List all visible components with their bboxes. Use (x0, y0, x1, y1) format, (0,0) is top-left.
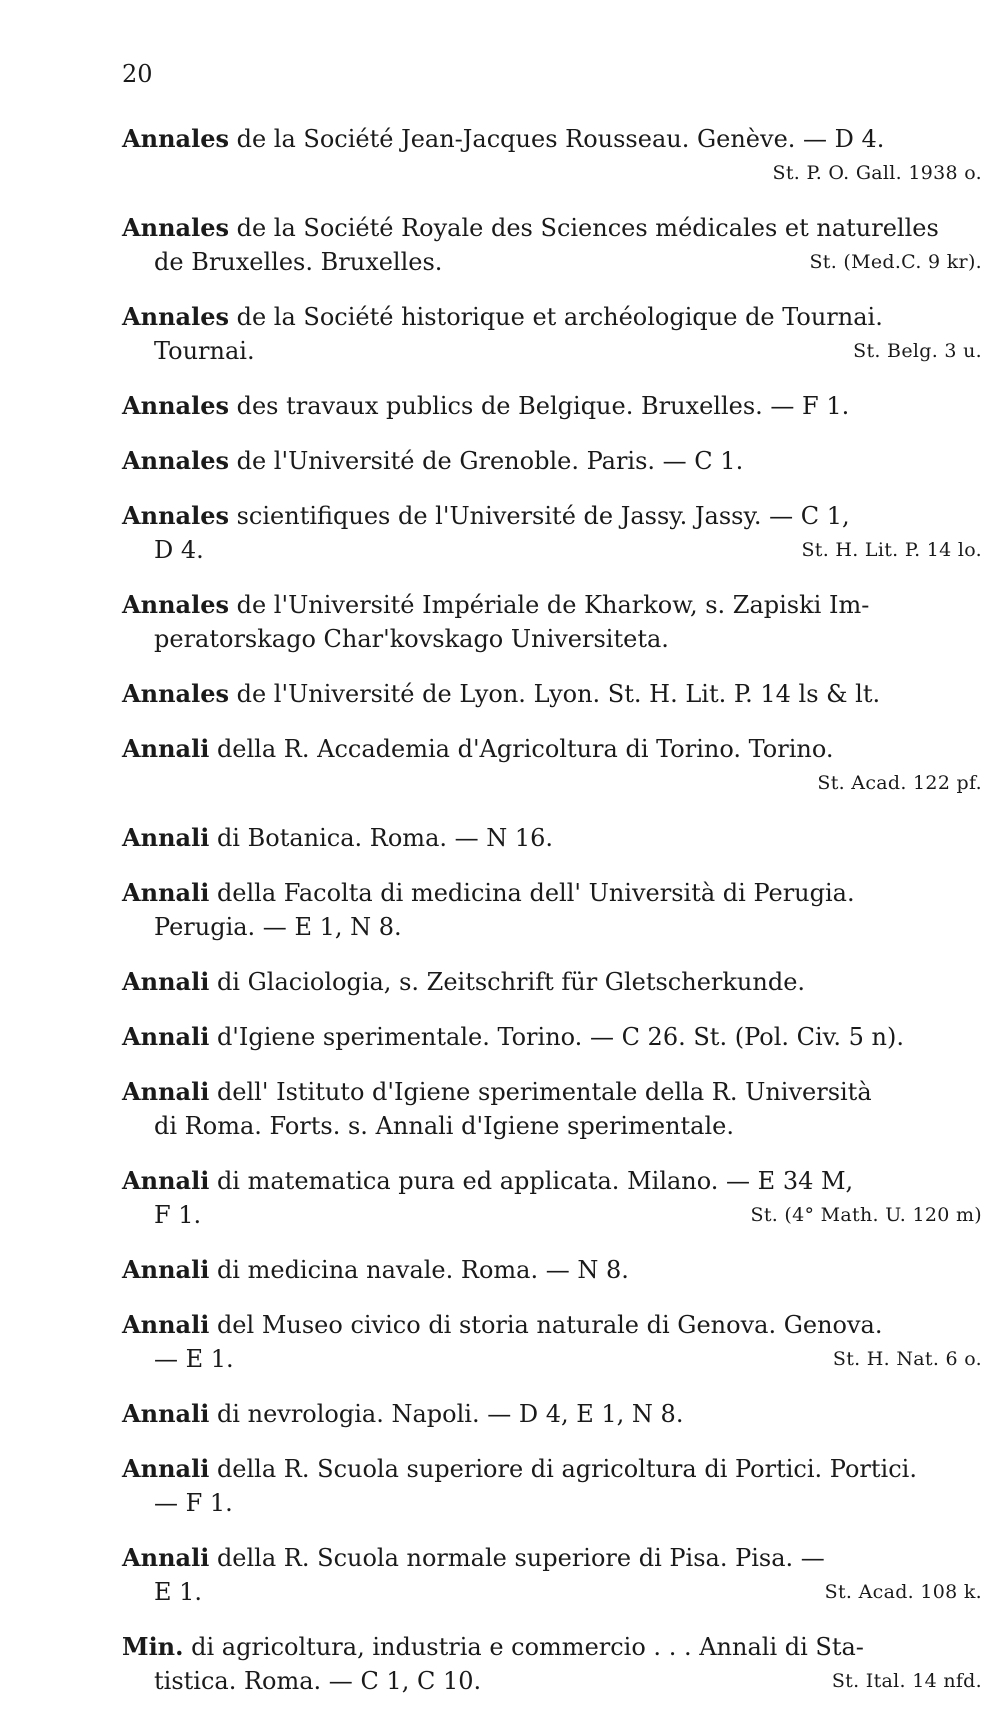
entry-title-text: della Facolta di medicina dell' Università di Perugia. (209, 879, 855, 907)
entry-first-line (122, 1308, 982, 1342)
catalog-entry (122, 1020, 982, 1054)
catalog-page (122, 60, 982, 1719)
shelf-mark: St. Acad. 122 pf. (817, 772, 982, 794)
entry-heading: Annali (122, 1077, 210, 1106)
entry-continuation-line (122, 622, 982, 656)
entry-continuation-line (122, 1198, 982, 1232)
entry-heading: Annales (122, 679, 229, 708)
entry-title-text: di Botanica. Roma. — N 16. (209, 824, 554, 852)
catalog-entry (122, 1541, 982, 1609)
entry-title-text: di Glaciologia, s. Zeitschrift für Gletscherkunde. (209, 968, 806, 996)
entry-continuation-line (122, 1486, 982, 1520)
entry-title-text: scientifiques de l'Université de Jassy. Jassy. — C 1, (228, 502, 850, 530)
shelf-mark: St. P. O. Gall. 1938 o. (772, 162, 982, 184)
entry-continuation-line (122, 910, 982, 944)
entry-first-line (122, 1541, 982, 1575)
catalog-entry (122, 499, 982, 567)
entry-title-text: di matematica pura ed applicata. Milano. — E 34 M, (209, 1167, 854, 1195)
entry-continuation-line (122, 1575, 982, 1609)
entry-heading: Annali (122, 1166, 210, 1195)
page-number: 20 (122, 60, 153, 88)
entry-heading: Annali (122, 1255, 210, 1284)
entry-first-line (122, 1020, 982, 1054)
shelf-mark: St. (Med.C. 9 kr). (809, 251, 982, 273)
catalog-entry (122, 1308, 982, 1376)
entry-continuation-line (122, 766, 982, 800)
entry-first-line (122, 876, 982, 910)
shelf-mark: St. Belg. 3 u. (853, 340, 982, 362)
entry-first-line (122, 211, 982, 245)
catalog-entry (122, 1164, 982, 1232)
entry-heading: Annali (122, 878, 210, 907)
entry-first-line (122, 499, 982, 533)
entry-title-text: de la Société Jean-Jacques Rousseau. Genève. — D 4. (228, 125, 885, 153)
entry-title-text: des travaux publics de Belgique. Bruxelles. — F 1. (228, 392, 850, 420)
shelf-mark: St. H. Nat. 6 o. (832, 1348, 982, 1370)
entry-heading: Annales (122, 124, 229, 153)
entry-continuation-text: F 1. (154, 1201, 202, 1229)
entry-first-line (122, 732, 982, 766)
catalog-entry (122, 588, 982, 656)
entry-heading: Annales (122, 391, 229, 420)
catalog-entry (122, 732, 982, 800)
entry-title-text: della R. Scuola normale superiore di Pisa. Pisa. — (209, 1544, 825, 1572)
entry-first-line (122, 1630, 982, 1664)
shelf-mark: St. Ital. 14 nfd. (831, 1670, 982, 1692)
entry-title-text: del Museo civico di storia naturale di Genova. Genova. (209, 1311, 883, 1339)
entry-continuation-line (122, 245, 982, 279)
entry-first-line (122, 1452, 982, 1486)
entry-first-line (122, 1397, 982, 1431)
entry-heading: Annali (122, 967, 210, 996)
catalog-entry (122, 876, 982, 944)
entry-first-line (122, 1075, 982, 1109)
entry-first-line (122, 965, 982, 999)
entry-continuation-text: — F 1. (154, 1489, 233, 1517)
entry-continuation-line (122, 156, 982, 190)
catalog-entry (122, 1630, 982, 1698)
entry-continuation-text: D 4. (154, 536, 204, 564)
entry-first-line (122, 122, 982, 156)
entry-first-line (122, 1253, 982, 1287)
entry-first-line (122, 444, 982, 478)
catalog-entry (122, 1253, 982, 1287)
entry-title-text: de l'Université de Grenoble. Paris. — C 1. (228, 447, 744, 475)
entry-continuation-text: di Roma. Forts. s. Annali d'Igiene sperimentale. (154, 1112, 734, 1140)
entry-heading: Annales (122, 501, 229, 530)
entry-title-text: della R. Accademia d'Agricoltura di Torino. Torino. (209, 735, 834, 763)
catalog-entry (122, 122, 982, 190)
entry-first-line (122, 588, 982, 622)
entry-title-text: de l'Université de Lyon. Lyon. St. H. Lit. P. 14 ls & lt. (228, 680, 881, 708)
entry-continuation-line (122, 334, 982, 368)
entry-heading: Annali (122, 1399, 210, 1428)
entry-heading: Annales (122, 446, 229, 475)
entry-continuation-text: peratorskago Char'kovskago Universiteta. (154, 625, 669, 653)
catalog-entry (122, 1075, 982, 1143)
shelf-mark: St. (4° Math. U. 120 m) (750, 1204, 982, 1226)
catalog-entry (122, 677, 982, 711)
entry-title-text: di agricoltura, industria e commercio . . . Annali di Sta- (183, 1633, 864, 1661)
entry-heading: Annali (122, 1310, 210, 1339)
entry-heading: Annali (122, 1454, 210, 1483)
entry-continuation-line (122, 533, 982, 567)
catalog-entry (122, 211, 982, 279)
entry-list (122, 122, 982, 1698)
entry-heading: Annali (122, 1022, 210, 1051)
shelf-mark: St. H. Lit. P. 14 lo. (801, 539, 982, 561)
entry-title-text: di nevrologia. Napoli. — D 4, E 1, N 8. (209, 1400, 684, 1428)
entry-continuation-line (122, 1109, 982, 1143)
entry-first-line (122, 821, 982, 855)
entry-heading: Annali (122, 734, 210, 763)
catalog-entry (122, 444, 982, 478)
entry-title-text: de la Société Royale des Sciences médicales et naturelles (228, 214, 939, 242)
catalog-entry (122, 965, 982, 999)
entry-continuation-text: Tournai. (154, 337, 255, 365)
catalog-entry (122, 300, 982, 368)
entry-heading: Annales (122, 213, 229, 242)
entry-heading: Annali (122, 823, 210, 852)
entry-first-line (122, 1164, 982, 1198)
entry-continuation-text: tistica. Roma. — C 1, C 10. (154, 1667, 482, 1695)
entry-heading: Annali (122, 1543, 210, 1572)
entry-continuation-line (122, 1342, 982, 1376)
catalog-entry (122, 821, 982, 855)
entry-heading: Annales (122, 302, 229, 331)
entry-heading: Annales (122, 590, 229, 619)
entry-title-text: de la Société historique et archéologique de Tournai. (228, 303, 883, 331)
entry-first-line (122, 389, 982, 423)
entry-continuation-text: E 1. (154, 1578, 203, 1606)
catalog-entry (122, 1452, 982, 1520)
entry-title-text: dell' Istituto d'Igiene sperimentale della R. Università (209, 1078, 872, 1106)
entry-continuation-text: — E 1. (154, 1345, 234, 1373)
shelf-mark: St. Acad. 108 k. (824, 1581, 982, 1603)
catalog-entry (122, 1397, 982, 1431)
entry-title-text: della R. Scuola superiore di agricoltura di Portici. Portici. (209, 1455, 917, 1483)
entry-title-text: di medicina navale. Roma. — N 8. (209, 1256, 629, 1284)
entry-continuation-text: de Bruxelles. Bruxelles. (154, 248, 443, 276)
entry-first-line (122, 677, 982, 711)
entry-continuation-line (122, 1664, 982, 1698)
entry-heading: Min. (122, 1632, 184, 1661)
entry-first-line (122, 300, 982, 334)
entry-continuation-text: Perugia. — E 1, N 8. (154, 913, 402, 941)
entry-title-text: d'Igiene sperimentale. Torino. — C 26. St. (Pol. Civ. 5 n). (209, 1023, 904, 1051)
catalog-entry (122, 389, 982, 423)
entry-title-text: de l'Université Impériale de Kharkow, s. Zapiski Im- (228, 591, 870, 619)
